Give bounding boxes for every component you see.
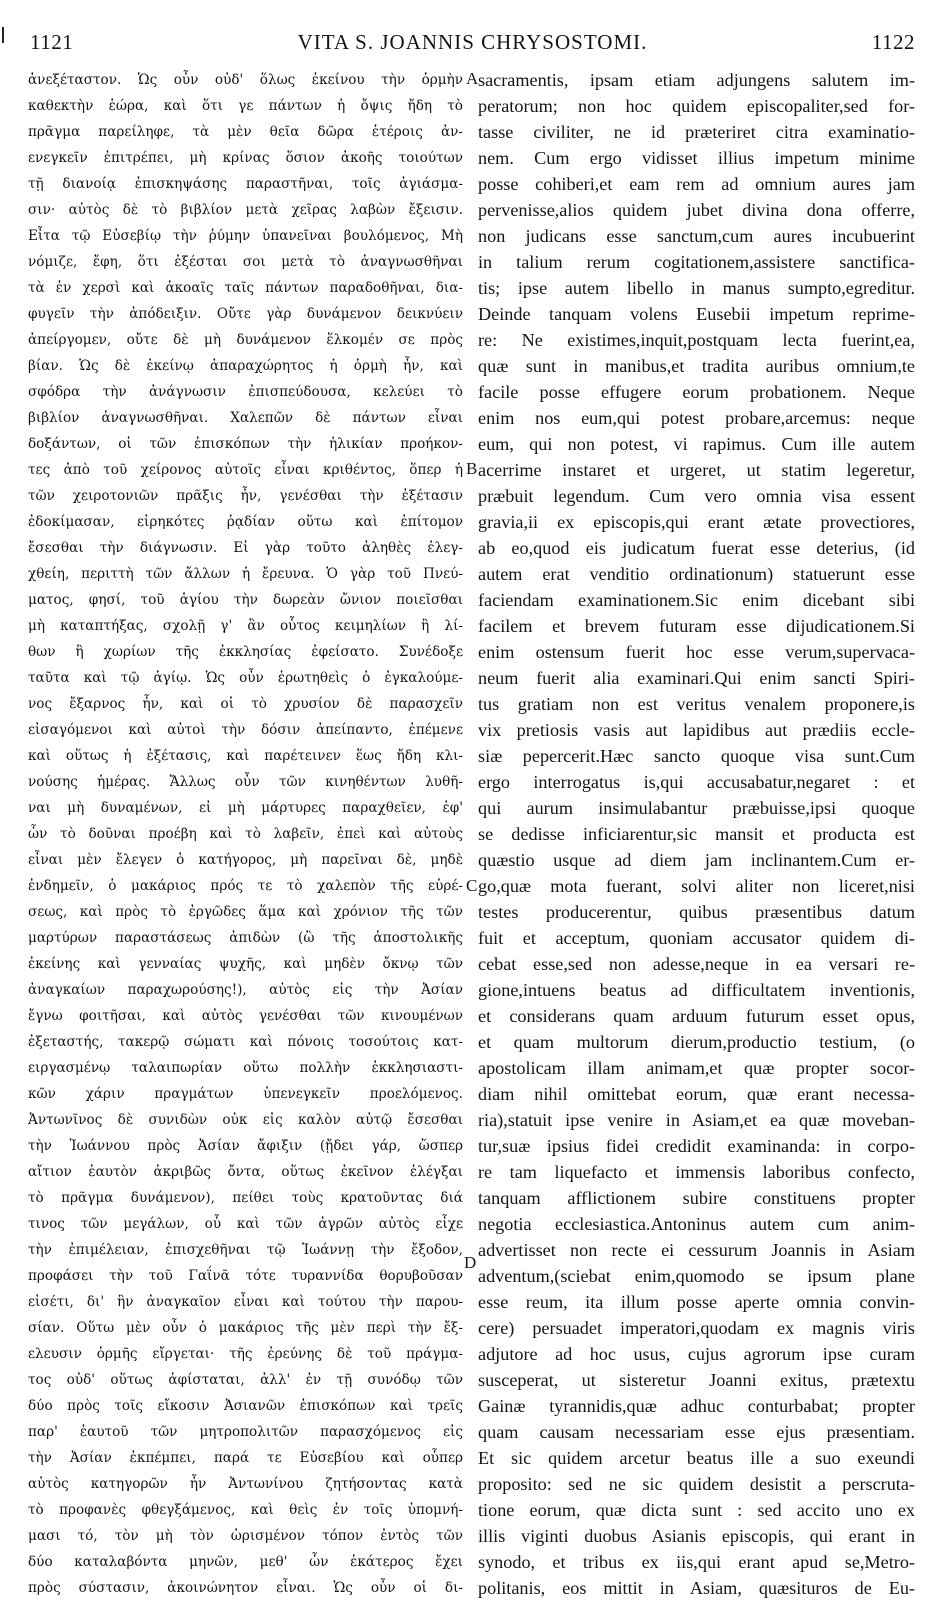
- latin-text-line: adjutore ad hoc usus, cujus agrorum ipse curam: [478, 1344, 915, 1364]
- margin-marker-d: D: [464, 1253, 477, 1272]
- latin-text-line: ria),statuit ipse venire in Asiam,et ea quæ moveban-: [478, 1110, 915, 1130]
- greek-text-line: τὴν Ἰωάννου πρὸς Ἀσίαν ἄφιξιν (ᾔδει γάρ, ὥσπερ: [28, 1138, 463, 1154]
- latin-text-line: esse reum, ita illum posse aperte omnia convin-: [478, 1292, 915, 1312]
- greek-text-line: παρ' ἑαυτοῦ τῶν μητροπολιτῶν παρασχόμενος εἰς: [28, 1424, 463, 1440]
- latin-text-line: synodo, et tribus ex iis,qui erant apud se,Metro-: [478, 1552, 915, 1572]
- latin-text-line: re: Ne existimes,inquit,postquam lecta fuerint,ea,: [478, 330, 915, 350]
- latin-text-line: ergo interrogatus is,qui accusabatur,negaret : et: [478, 772, 915, 792]
- greek-text-line: Ἀντωνῖνος δὲ συνιδὼν οὐκ εἰς καλὸν αὐτῷ ἔσεσθαι: [28, 1112, 463, 1128]
- greek-text-line: αἴτιον ἑαυτὸν ἀκριβῶς ὄντα, οὕτως ἐκεῖνον ἐλέγξαι: [28, 1164, 463, 1180]
- latin-text-line: fuit et acceptum, quoniam accusator quidem di-: [478, 928, 915, 948]
- latin-text-line: in talium rerum cogitationem,assistere sanctifica-: [478, 252, 915, 272]
- greek-text-line: ἀνεξέταστον. Ὡς οὖν οὐδ' ὅλως ἐκείνου τὴν ὁρμὴν: [28, 72, 463, 88]
- greek-text-line: σεως, καὶ πρὸς τὸ ἐργῶδες ἅμα καὶ χρόνιον τῆς τῶν: [28, 904, 463, 920]
- greek-text-line: δύο πρὸς τοῖς εἴκοσιν Ἀσιανῶν ἐπισκόπων καὶ τρεῖς: [28, 1398, 463, 1414]
- page-number-left: 1121: [30, 30, 74, 54]
- latin-text-line: testes producerentur, quibus præsentibus datum: [478, 902, 915, 922]
- page-header: [30, 30, 915, 64]
- latin-text-line: tione eorum, quæ dicta sunt : sed accito uno ex: [478, 1500, 915, 1520]
- latin-text-line: illis viginti duobus Asianis episcopis, qui erant in: [478, 1526, 915, 1546]
- greek-text-line: τῇ διανοίᾳ ἐπισκηψάσης παραστῆναι, τοῖς ἁγιάσμα-: [28, 176, 463, 192]
- greek-text-line: μαρτύρων παραστάσεως ἀπιδὼν (ὢ τῆς ἀποστολικῆς: [28, 930, 463, 946]
- latin-text-line: quæ sunt in manibus,et tradita auribus omnium,te: [478, 356, 915, 376]
- greek-text-line: ἔσεσθαι τὴν διάγνωσιν. Εἰ γὰρ τοῦτο ἀληθὲς ἐλεγ-: [28, 540, 463, 556]
- latin-text-line: cebat esse,sed non adesse,neque in ea versari re-: [478, 954, 915, 974]
- greek-text-line: σιν· αὐτὸς δὲ τὸ βιβλίον μετὰ χεῖρας λαβὼν ἔξεισιν.: [28, 202, 463, 218]
- latin-text-line: susceperat, ut sisteretur Joanni exitus, prætextu: [478, 1370, 915, 1390]
- latin-text-line: neum fuerit alia examinari.Qui enim sancti Spiri-: [478, 668, 915, 688]
- latin-text-line: nem. Cum ergo vidisset illius impetum minime: [478, 148, 915, 168]
- latin-text-line: facilem et brevem futuram esse dijudicationem.Si: [478, 616, 915, 636]
- latin-text-line: se dedisse inficiarentur,sic mansit et producta est: [478, 824, 915, 844]
- latin-text-line: gione,intuens beatus ad difficultatem inventionis,: [478, 980, 915, 1000]
- greek-text-line: εἰσαγόμενοι καὶ αὐτοὶ τὴν δόσιν ἀπείπαντο, ἐπέμενε: [28, 722, 463, 738]
- latin-text-line: negotia ecclesiastica.Antoninus autem cum anim-: [478, 1214, 915, 1234]
- greek-text-line: ἐνδημεῖν, ὁ μακάριος πρός τε τὸ χαλεπὸν τῆς εὑρέ-: [28, 878, 463, 894]
- greek-text-line: ενεγκεῖν ἐπιτρέπει, μὴ κρίνας ὅσιον ἀκοῆς τοιούτων: [28, 150, 463, 166]
- latin-text-line: politanis, eos mittit in Asiam, quæsituros de Eu-: [478, 1578, 915, 1598]
- greek-text-line: καὶ οὕτως ἡ ἐξέτασις, καὶ παρέτεινεν ἕως ἤδη κλι-: [28, 748, 463, 764]
- latin-text-line: Gainæ tyrannidis,quæ adhuc conturbabat; propter: [478, 1396, 915, 1416]
- greek-text-line: πρᾶγμα παρείληφε, τὰ μὲν θεῖα δῶρα ἑτέροις ἀν-: [28, 124, 463, 140]
- greek-text-line: δοξάντων, οἱ τῶν ἐπισκόπων τὴν ἡλικίαν προήκον-: [28, 436, 463, 452]
- latin-text-line: Deinde tanquam volens Eusebii impetum reprime-: [478, 304, 915, 324]
- latin-text-line: tis; ipse autem libello in manus sumpto,egreditur.: [478, 278, 915, 298]
- greek-text-line: δύο καταλαβόντα μηνῶν, μεθ' ὧν ἑκάτερος ἔχει: [28, 1554, 463, 1570]
- greek-text-line: εἰσέτι, δι' ἣν ἀναγκαῖον εἶναι καὶ τούτου τὴν παρου-: [28, 1294, 463, 1310]
- latin-text-line: tus gratiam non est veritus venalem proponere,is: [478, 694, 915, 714]
- greek-text-line: ταῦτα καὶ τῷ ἁγίῳ. Ὡς οὖν ἐρωτηθεὶς ὁ ἐγκαλούμε-: [28, 670, 463, 686]
- margin-marker-b: B: [466, 459, 478, 478]
- latin-text-line: adventum,(sciebat enim,quomodo se ipsum plane: [478, 1266, 915, 1286]
- greek-text-line: σίαν. Οὕτω μὲν οὖν ὁ μακάριος τῆς μὲν περὶ τὴν ἔξ-: [28, 1320, 463, 1336]
- greek-text-line: Εἶτα τῷ Εὐσεβίῳ τὴν ῥύμην ὑπανεῖναι βουλόμενος, Μὴ: [28, 228, 463, 244]
- greek-text-line: φυγεῖν τὴν ἀπόδειξιν. Οὔτε γὰρ δυνάμενον δεικνύειν: [28, 306, 463, 322]
- greek-text-line: μὴ καταπτήξας, σχολῇ γ' ἂν οὗτος κειμηλίων ἢ λί-: [28, 618, 463, 634]
- latin-text-line: tanquam afflictionem subire constituens propter: [478, 1188, 915, 1208]
- greek-text-line: νόμιζε, ἔφη, ὅτι ἐξέσται σοι μετὰ τὸ ἀναγνωσθῆναι: [28, 254, 463, 270]
- greek-text-line: ἀπείργομεν, οὔτε δὲ μὴ δυνάμενον ἕλκομέν σε πρὸς: [28, 332, 463, 348]
- greek-text-line: τὴν Ἀσίαν ἐκπέμπει, παρά τε Εὐσεβίου καὶ οὗπερ: [28, 1450, 463, 1466]
- latin-text-line: go,quæ mota fuerant, solvi aliter non liceret,nisi: [478, 876, 915, 896]
- latin-text-line: pervenisse,alios quidem jubet divina dona offerre,: [478, 200, 915, 220]
- greek-text-line: τῶν χειροτονιῶν πρᾶξις ἦν, γενέσθαι τὴν ἐξέτασιν: [28, 488, 463, 504]
- latin-text-line: sacramentis, ipsam etiam adjungens salutem im-: [478, 70, 915, 90]
- latin-text-line: apostolicam illam animam,et quæ propter socor-: [478, 1058, 915, 1078]
- latin-text-line: re tam liquefacto et immensis laboribus confecto,: [478, 1162, 915, 1182]
- greek-text-line: καθεκτὴν ἑώρα, καὶ ὅτι γε πάντων ἡ ὄψις ἤδη τὸ: [28, 98, 463, 114]
- latin-text-line: quæstio usque ad diem jam inclinantem.Cum er-: [478, 850, 915, 870]
- greek-text-line: ἐξεταστής, τακερῷ σώματι καὶ πόνοις τοσούτοις κατ-: [28, 1034, 463, 1050]
- margin-marker-c: C: [466, 876, 478, 895]
- greek-text-line: εἶναι μὲν ἔλεγεν ὁ κατήγορος, μὴ παρεῖναι δὲ, μηδὲ: [28, 852, 463, 868]
- greek-text-line: σφόδρα τὴν ἀνάγνωσιν ἐπισπεύδουσα, κελεύει τὸ: [28, 384, 463, 400]
- latin-text-line: Et sic quidem arcetur beatus ille a suo exeundi: [478, 1448, 915, 1468]
- greek-text-line: βίαν. Ὡς δὲ ἐκείνῳ ἀπαραχώρητος ἡ ὁρμὴ ἦν, καὶ: [28, 358, 463, 374]
- latin-text-line: posse cohiberi,et eam rem ad omnium aures jam: [478, 174, 915, 194]
- greek-text-line: ὧν τὸ δοῦναι προέβη καὶ τὸ λαβεῖν, ἐπεὶ καὶ αὐτοὺς: [28, 826, 463, 842]
- latin-text-line: non judicans esse sanctum,cum aures incubuerint: [478, 226, 915, 246]
- page-number-right: 1122: [871, 30, 915, 54]
- latin-text-line: enim nos eum,qui potest probare,arcemus: neque: [478, 408, 915, 428]
- latin-text-line: diam nihil omittebat eorum, quæ erant necessa-: [478, 1084, 915, 1104]
- margin-marker-a: A: [466, 69, 479, 88]
- greek-text-line: ματος, φησί, τοῦ ἁγίου τὴν δωρεὰν ὤνιον ποιεῖσθαι: [28, 592, 463, 608]
- greek-text-line: πρὸς σύστασιν, ἀκοινώνητον εἶναι. Ὡς οὖν οἱ δι-: [28, 1580, 463, 1596]
- greek-text-line: χθείη, περιττὴ τῶν ἄλλων ἡ ἔρευνα. Ὁ γὰρ τοῦ Πνεύ-: [28, 566, 463, 582]
- latin-text-line: advertisset non recte ei cessurum Joannis in Asiam: [478, 1240, 915, 1260]
- latin-text-line: proposito: sed ne sic quidem desistit a perscruta-: [478, 1474, 915, 1494]
- greek-text-line: τὸ πρᾶγμα δυνάμενον), πείθει τοὺς κρατοῦντας διά: [28, 1190, 463, 1206]
- latin-text-line: et quam multorum dierum,productio testium, (o: [478, 1032, 915, 1052]
- greek-text-line: ἀναγκαίων παραχωρούσης!), αὐτὸς εἰς τὴν Ἀσίαν: [28, 982, 463, 998]
- page-edge-mark: [2, 27, 4, 43]
- running-title: VITA S. JOANNIS CHRYSOSTOMI.: [297, 30, 648, 54]
- latin-text-line: facile posse effugere eorum probationem. Neque: [478, 382, 915, 402]
- greek-text-line: τὸ προφανὲς φθεγξάμενος, καὶ θεὶς ἐν τοῖς ὑπομνή-: [28, 1502, 463, 1518]
- greek-text-line: τος οὐδ' οὕτως ἀφίσταται, ἀλλ' ἐν τῇ συνόδῳ τῶν: [28, 1372, 463, 1388]
- greek-text-line: κῶν χάριν πραγμάτων ὑπενεγκεῖν προελόμενος.: [28, 1086, 463, 1102]
- latin-text-line: eum, qui non potest, vi rapimus. Cum ille autem: [478, 434, 915, 454]
- greek-text-line: προφάσει τὴν τοῦ Γαΐνᾶ τότε τυραννίδα θορυβοῦσαν: [28, 1268, 463, 1284]
- greek-text-line: ἐκείνης καὶ γενναίας ψυχῆς, καὶ μηδὲν ὄκνῳ τῶν: [28, 956, 463, 972]
- latin-text-line: cere) persuadet imperatori,quodam ex magnis viris: [478, 1318, 915, 1338]
- greek-text-line: βιβλίον ἀναγνωσθῆναι. Χαλεπῶν δὲ πάντων εἶναι: [28, 410, 463, 426]
- greek-text-line: τὰ ἐν χερσὶ καὶ ἀκοαῖς ταῖς πάντων παραδοθῆναι, δια-: [28, 280, 463, 296]
- greek-text-line: μασι τό, τὸν μὴ τὸν ὡρισμένον τόπον ἐντὸς τῶν: [28, 1528, 463, 1544]
- greek-text-line: τὴν ἐπιμέλειαν, ἐπισχεθῆναι τῷ Ἰωάννῃ τὴν ἔξοδον,: [28, 1242, 463, 1258]
- greek-text-line: τες ἀπὸ τοῦ χείρονος αὐτοῖς εἶναι κριθέντος, ὅπερ ἡ: [28, 462, 463, 478]
- greek-text-line: τινος τῶν μεγάλων, οὗ καὶ τῶν ἀγρῶν αὐτὸς εἶχε: [28, 1216, 463, 1232]
- greek-text-line: ἔγνω φοιτῆσαι, καὶ αὐτὸς γενέσθαι τῶν κινουμένων: [28, 1008, 463, 1024]
- greek-text-line: ἐδοκίμασαν, εἰρηκότες ῥᾳδίαν οὕτω καὶ ἐπίτομον: [28, 514, 463, 530]
- greek-text-line: ναι μὴ δυναμένων, εἰ μὴ μάρτυρες παραχθεῖεν, ἐφ': [28, 800, 463, 816]
- greek-text-line: νος ἔξαρνος ἦν, καὶ οἱ τὸ χρυσίον δὲ παρασχεῖν: [28, 696, 463, 712]
- latin-text-line: peratorum; non hoc quidem episcopaliter,sed for-: [478, 96, 915, 116]
- latin-text-line: tasse civiliter, ne id præteriret citra examinatio-: [478, 122, 915, 142]
- latin-text-line: tur,suæ ipsius fidei credidit examinanda: in corpo-: [478, 1136, 915, 1156]
- latin-text-line: et considerans quam arduum futurum esset opus,: [478, 1006, 915, 1026]
- latin-text-line: autem erat venditio ordinationum) statuerunt esse: [478, 564, 915, 584]
- greek-text-line: ελευσιν ὁρμῆς εἴργεται· τῆς ἐρεύνης δὲ τοῦ πράγμα-: [28, 1346, 463, 1362]
- latin-text-line: ab eo,quod eis judicatum fuerat esse deterius, (id: [478, 538, 915, 558]
- latin-text-line: gravia,ii ex episcopis,qui erant ætate provectiores,: [478, 512, 915, 532]
- greek-text-line: ειργασμένῳ ταλαιπωρίαν οὕτω πολλὴν ἐκκλησιαστι-: [28, 1060, 463, 1076]
- greek-text-line: νούσης ἡμέρας. Ἄλλως οὖν τῶν κινηθέντων λυθῆ-: [28, 774, 463, 790]
- latin-text-line: enim ostensum fuerit hoc esse verum,supervaca-: [478, 642, 915, 662]
- latin-text-line: quam causam necessariam esse ejus præsentiam.: [478, 1422, 915, 1442]
- latin-text-line: faciendam examinationem.Sic enim dicebant sibi: [478, 590, 915, 610]
- greek-text-line: θων ἢ χωρίων τῆς ἐκκλησίας ἐφείσατο. Συνέδοξε: [28, 644, 463, 660]
- latin-text-line: siæ pepercerit.Hæc sancto quoque visa sunt.Cum: [478, 746, 915, 766]
- latin-text-line: præbuit legendum. Cum vero omnia visa essent: [478, 486, 915, 506]
- latin-text-line: acerrime instaret et urgeret, ut statim legeretur,: [478, 460, 915, 480]
- greek-text-line: αὐτὸς κατηγορῶν ἦν Ἀντωνίνου ζητήσοντας κατὰ: [28, 1476, 463, 1492]
- latin-text-line: vix pretiosis vasis aut lapidibus aut prædiis eccle-: [478, 720, 915, 740]
- latin-text-line: qui aurum insimulabantur præbuisse,ipsi quoque: [478, 798, 915, 818]
